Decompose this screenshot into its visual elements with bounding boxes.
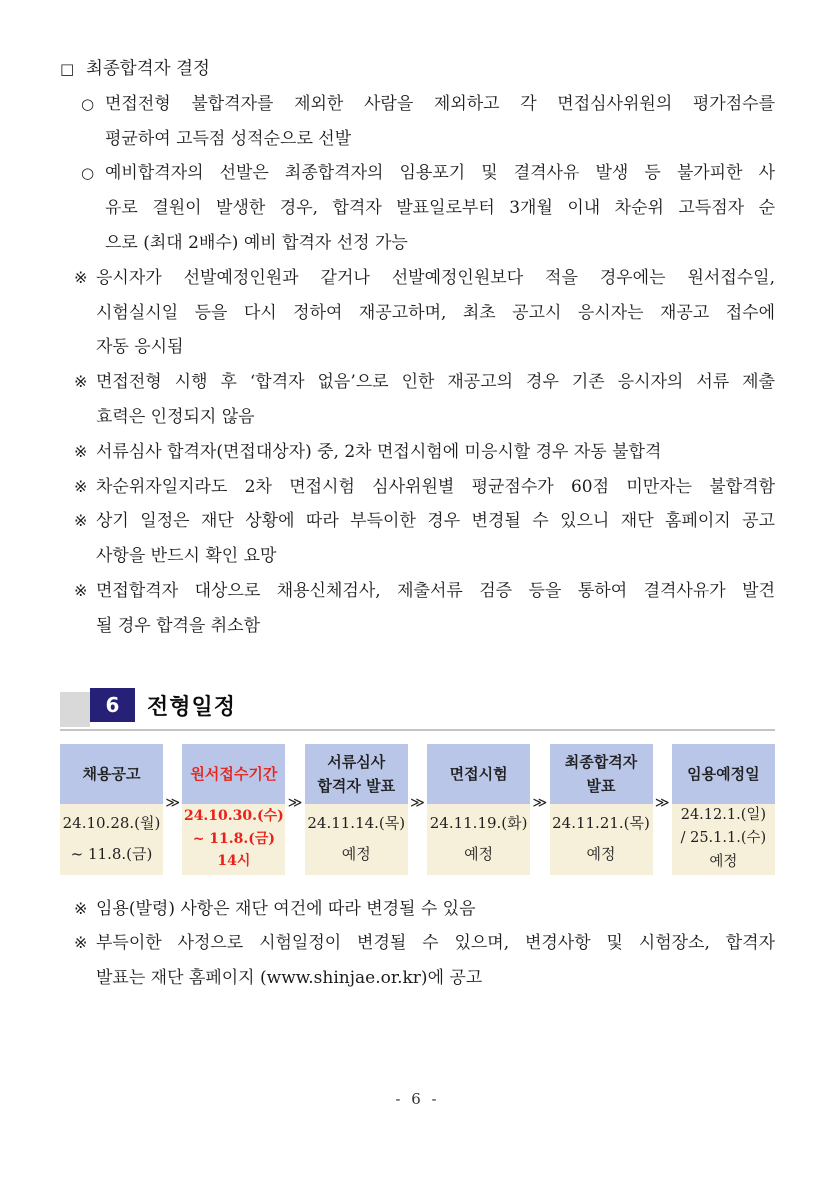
step-interview <box>427 744 530 875</box>
step-date-line: 24.12.1.(일) <box>680 807 767 824</box>
step-date-line: 예정 <box>586 845 616 864</box>
step-appointment-date <box>672 744 775 875</box>
text-line: 서류심사 합격자(면접대상자) 중, 2차 면접시험에 미응시할 경우 자동 불합격 <box>96 441 662 462</box>
schedule-section-header <box>60 685 775 731</box>
note-text <box>96 435 775 470</box>
step-date-line: 24.10.30.(수) <box>183 808 284 825</box>
step-date-line: 24.11.19.(화) <box>429 814 528 833</box>
heading-text: 최종합격자 결정 <box>86 59 210 79</box>
step-dates <box>672 804 775 875</box>
section-number-badge <box>90 688 135 722</box>
note-item <box>60 470 775 505</box>
text-line: 으로 (최대 2배수) 예비 합격자 선정 가능 <box>105 232 408 253</box>
step-arrow-icon: ≫ <box>410 794 425 811</box>
note-text <box>96 504 775 574</box>
text-line: 될 경우 합격을 취소함 <box>96 615 261 636</box>
step-dates <box>427 804 530 875</box>
step-date-line: ~ 11.8.(금) <box>70 845 153 864</box>
bullet-text <box>105 156 775 260</box>
step-date-line: 24.10.28.(월) <box>62 814 161 833</box>
text-line: 응시자가 선발예정인원과 같거나 선발예정인원보다 적을 경우에는 원서접수일, <box>96 267 775 288</box>
step-date-line: 14시 <box>217 853 251 870</box>
section-badge-shadow <box>60 692 90 727</box>
note-text <box>96 470 775 505</box>
note-text <box>96 574 775 644</box>
page-number: - 6 - <box>395 1090 440 1108</box>
step-header <box>427 744 530 804</box>
step-arrow-icon: ≫ <box>532 794 548 811</box>
step-date-line: 24.11.14.(목) <box>307 814 406 833</box>
reference-mark-icon: ※ <box>74 511 88 531</box>
step-title-line: 서류심사 <box>327 752 386 771</box>
step-header <box>672 744 775 804</box>
text-line: 효력은 인정되지 않음 <box>96 406 255 427</box>
note-item <box>60 574 775 644</box>
note-text <box>96 926 775 996</box>
reference-mark-icon: ※ <box>74 267 88 287</box>
reference-mark-icon: ※ <box>74 580 88 600</box>
reference-mark-icon: ※ <box>74 933 88 953</box>
text-line: 시험실시일 등을 다시 정하여 재공고하며, 최초 공고시 응시자는 재공고 접수에 <box>96 302 775 323</box>
bullet-text <box>105 87 775 157</box>
step-header <box>182 744 285 804</box>
note-item <box>60 435 775 470</box>
section-title: 전형일정 <box>147 694 237 720</box>
text-line: 면접합격자 대상으로 채용신체검사, 제출서류 검증 등을 통하여 결격사유가 발견 <box>96 580 775 601</box>
note-item <box>60 892 775 927</box>
schedule-timeline <box>60 744 775 875</box>
text-line: 유로 결원이 발생한 경우, 합격자 발표일로부터 3개월 이내 차순위 고득점자 순 <box>105 198 775 219</box>
section-number: 6 <box>105 692 120 717</box>
text-line: 예비합격자의 선발은 최종합격자의 임용포기 및 결격사유 발생 등 불가피한 사 <box>105 163 775 184</box>
step-date-line: 24.11.21.(목) <box>552 814 650 833</box>
final-decision-heading <box>60 52 775 87</box>
step-application-period <box>182 744 285 875</box>
step-date-line: 예정 <box>709 853 738 870</box>
step-title-line: 최종합격자 <box>564 752 638 771</box>
step-final-result <box>550 744 653 875</box>
step-dates <box>550 804 653 875</box>
step-title-line: 임용예정일 <box>687 764 760 783</box>
step-date-line: 예정 <box>341 845 371 864</box>
text-line: 자동 응시됨 <box>96 337 184 358</box>
schedule-notes <box>60 892 775 996</box>
step-dates <box>60 804 163 875</box>
text-line: 사항을 반드시 확인 요망 <box>96 546 277 567</box>
text-line: 임용(발령) 사항은 재단 여건에 따라 변경될 수 있음 <box>96 898 476 919</box>
step-title-line: 발표 <box>586 776 616 795</box>
note-text <box>96 261 775 365</box>
reference-mark-icon: ※ <box>74 372 88 392</box>
step-date-line: / 25.1.1.(수) <box>680 830 767 847</box>
text-line: 부득이한 사정으로 시험일정이 변경될 수 있으며, 변경사항 및 시험장소, 합격자 <box>96 933 775 954</box>
circle-bullet-icon: ○ <box>81 94 95 113</box>
step-arrow-icon: ≫ <box>165 794 181 811</box>
note-item <box>60 504 775 574</box>
text-line: 면접전형 시행 후 ‘합격자 없음’으로 인한 재공고의 경우 기존 응시자의 서류 제출 <box>96 372 775 393</box>
reference-mark-icon: ※ <box>74 441 88 461</box>
reference-mark-icon: ※ <box>74 898 88 918</box>
step-document-result <box>305 744 408 875</box>
section-divider <box>60 729 775 731</box>
note-item <box>60 926 775 996</box>
note-item <box>60 365 775 435</box>
text-line: 평균하여 고득점 성적순으로 선발 <box>105 128 352 149</box>
step-title-line: 면접시험 <box>449 764 508 783</box>
step-arrow-icon: ≫ <box>654 794 670 811</box>
step-header <box>60 744 163 804</box>
step-title-line: 채용공고 <box>82 764 141 783</box>
step-date-line: 예정 <box>464 845 494 864</box>
bullet-item <box>60 87 775 157</box>
note-item <box>60 261 775 365</box>
square-bullet-icon: □ <box>60 60 75 78</box>
step-title-line: 원서접수기간 <box>190 764 278 783</box>
text-line: 차순위자일지라도 2차 면접시험 심사위원별 평균점수가 60점 미만자는 불합격함 <box>96 476 775 497</box>
step-date-line: ~ 11.8.(금) <box>192 830 276 847</box>
step-header <box>305 744 408 804</box>
text-line: 면접전형 불합격자를 제외한 사람을 제외하고 각 면접심사위원의 평가점수를 <box>105 93 775 114</box>
text-line: 발표는 재단 홈페이지 (www.shinjae.or.kr)에 공고 <box>96 968 483 989</box>
step-announcement <box>60 744 163 875</box>
circle-bullet-icon: ○ <box>81 164 95 183</box>
step-title-line: 합격자 발표 <box>317 776 396 795</box>
note-text <box>96 365 775 435</box>
step-dates <box>182 804 285 875</box>
bullet-item <box>60 156 775 260</box>
step-dates <box>305 804 408 875</box>
step-arrow-icon: ≫ <box>287 794 303 811</box>
step-header <box>550 744 653 804</box>
note-text <box>96 892 775 927</box>
text-line: 상기 일정은 재단 상황에 따라 부득이한 경우 변경될 수 있으니 재단 홈페이지 공고 <box>96 511 775 532</box>
reference-mark-icon: ※ <box>74 476 88 496</box>
